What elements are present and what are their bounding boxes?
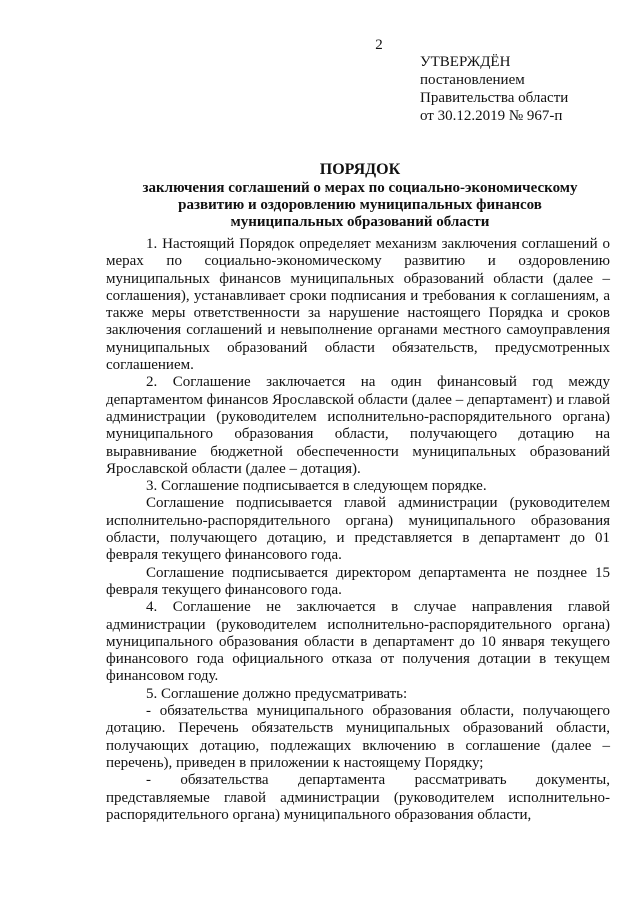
document-body [106,236,610,824]
approval-date: от 30.12.2019 № 967-п [420,108,563,124]
title-line: развитию и оздоровлению муниципальных финансов [178,197,542,213]
title-line: заключения соглашений о мерах по социально-экономическому [142,180,578,196]
approval-line: постановлением [420,72,525,88]
paragraph-5: 5. Соглашение должно предусматривать: [146,685,408,702]
title-heading: ПОРЯДОК [319,161,401,178]
approval-stamp [420,53,620,125]
document-title [110,161,610,231]
paragraph-3-signing-municipal: Соглашение подписывается главой администрации (руководителем исполнительно-распорядительного органа) муниципального образования области, получающего дотацию, и представляется в департамент до 01 февраля текущего финансового года. [106,495,610,564]
list-item-obligations-department: - обязательства департамента рассматривать документы, представляемые главой администрации (руководителем исполнительно-распорядительного органа) муниципального образования области, [106,772,610,823]
paragraph-4: 4. Соглашение не заключается в случае направления главой администрации (руководителем исполнительно-распорядительного органа) муниципального образования области в департамент до 10 января текущего финансового года официального отказа от получения дотации в текущем финансовом году. [106,599,610,685]
paragraph-1: 1. Настоящий Порядок определяет механизм заключения соглашений о мерах по социально-экономическому развитию и оздоровлению муниципальных финансов муниципальных образований области (далее – соглашения), устанавливает сроки подписания и требования к соглашениям, а также меры ответственности за нарушение настоящего Порядка и сроков заключения соглашений и невыполнение органами местного самоуправления муниципальных образований области обязательств, предусмотренных соглашением. [106,236,610,374]
paragraph-3-signing-director: Соглашение подписывается директором департамента не позднее 15 февраля текущего финансового года. [106,564,610,598]
approval-authority: Правительства области [420,90,569,106]
paragraph-2: 2. Соглашение заключается на один финансовый год между департаментом финансов Ярославской области (далее – департамент) и главой администрации (руководителем исполнительно-распорядительного органа) муниципального образования области, получающего дотацию на выравнивание бюджетной обеспеченности муниципальных образований Ярославской области (далее – дотация). [106,374,610,477]
approval-status: УТВЕРЖДЁН [420,54,511,70]
paragraph-3: 3. Соглашение подписывается в следующем порядке. [146,478,487,495]
list-item-obligations-municipal: - обязательства муниципального образования области, получающего дотацию. Перечень обязательств муниципальных образований области, получающих дотацию, подлежащих включению в соглашение (далее – перечень), приведен в приложении к настоящему Порядку; [106,703,610,771]
title-line: муниципальных образований области [230,214,490,230]
page-number: 2 [375,37,383,53]
